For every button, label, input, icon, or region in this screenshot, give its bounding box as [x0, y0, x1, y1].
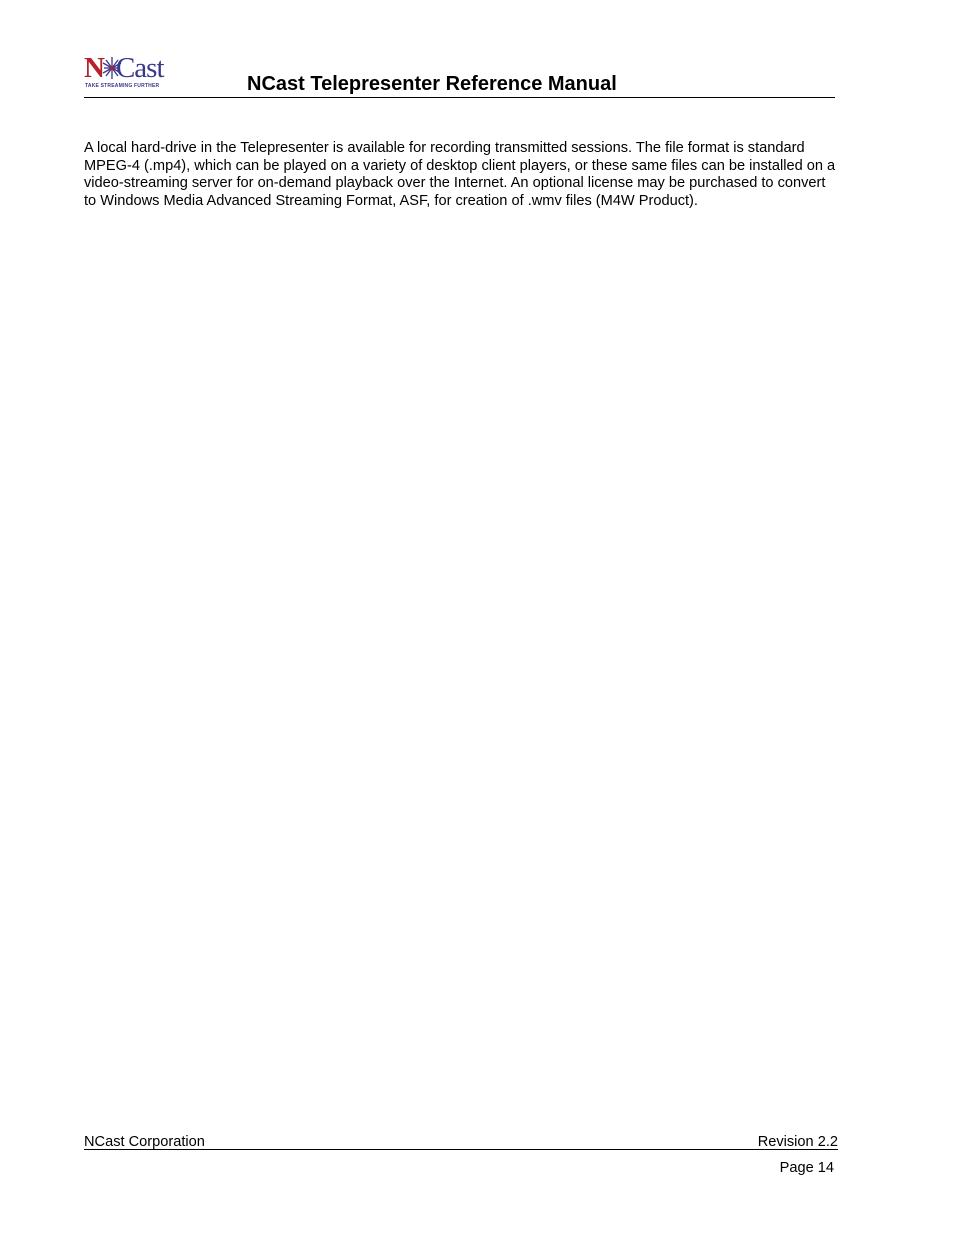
page-number: Page 14: [779, 1160, 834, 1176]
footer-revision: Revision 2.2: [757, 1134, 838, 1150]
document-title: NCast Telepresenter Reference Manual: [247, 73, 617, 95]
logo-tagline: TAKE STREAMING FURTHER: [85, 83, 160, 89]
body-paragraph: A local hard-drive in the Telepresenter is available for recording transmitted sessions. The file format is standard MPEG-4 (.mp4), which can be played on a variety of desktop client players, or these same files can be installed on a video-streaming server for on-demand playback over the Internet. An optional license may be purchased to convert to Windows Media Advanced Streaming Format, ASF, for creation of .wmv files (M4W Product).: [84, 140, 836, 209]
footer-company: NCast Corporation: [84, 1134, 205, 1150]
logo-letter-n: N: [84, 52, 104, 84]
logo-word-cast: Cast: [115, 52, 164, 84]
ncast-logo: [84, 52, 170, 92]
starburst-icon: [102, 55, 122, 81]
logo-wordmark: [84, 52, 164, 84]
page-header: [84, 52, 835, 98]
page-footer: [84, 1133, 838, 1150]
